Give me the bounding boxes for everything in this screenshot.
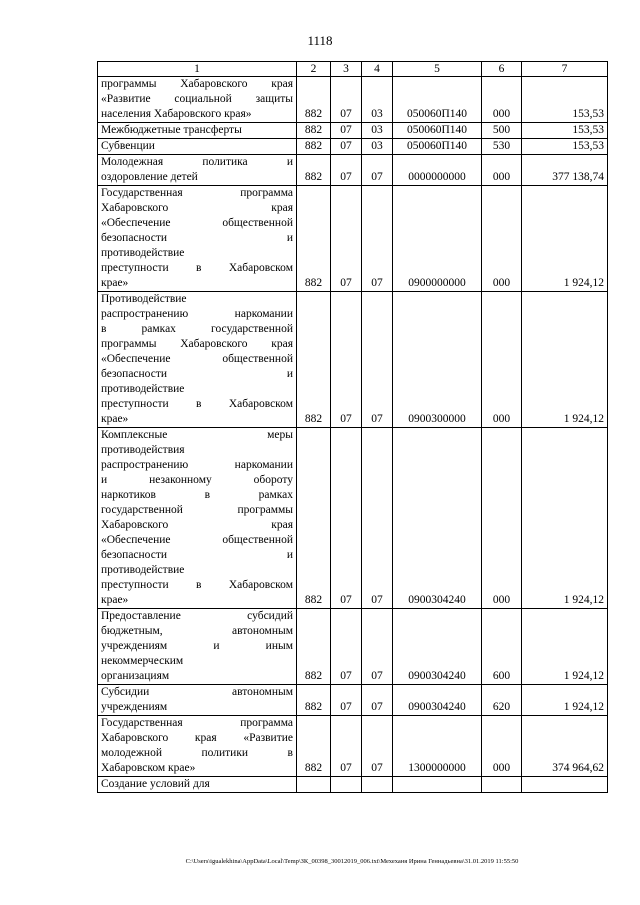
description-line: крае»	[101, 594, 129, 606]
description-line: государственной программы	[101, 504, 293, 516]
cell-target-code: 0900304240	[393, 428, 482, 609]
description-line: Государственная программа	[101, 717, 293, 729]
file-path-footer: C:\Users\igualekhina\AppData\Local\Temp\ЗК_00398_30012019_006.txt\Мехеханя Ирина Геннадьевна\31.01.2019 11:55:50	[185, 858, 519, 865]
cell-amount: 1 924,12	[522, 609, 608, 685]
table-row	[98, 777, 608, 793]
description-line: безопасности и	[101, 368, 293, 380]
description-line: организациям	[101, 670, 170, 682]
table-row	[98, 123, 608, 139]
cell-expense-type-code: 000	[482, 428, 522, 609]
header-col-6: 6	[482, 62, 522, 77]
description-line: безопасности и	[101, 232, 293, 244]
cell-target-code: 0900304240	[393, 609, 482, 685]
table-row	[98, 685, 608, 716]
cell-target-code: 0000000000	[393, 155, 482, 186]
description-line: противодействия	[101, 444, 185, 456]
cell-ministry-code: 882	[297, 139, 331, 155]
cell-subsection-code: 07	[362, 609, 393, 685]
row-description	[98, 292, 297, 428]
row-description	[98, 685, 297, 716]
table-row	[98, 155, 608, 186]
description-line: крае»	[101, 413, 129, 425]
description-line: Противодействие	[101, 293, 187, 305]
cell-target-code: 0900000000	[393, 186, 482, 292]
row-description	[98, 155, 297, 186]
table-row	[98, 139, 608, 155]
cell-amount: 153,53	[522, 139, 608, 155]
description-line: распространению наркомании	[101, 308, 293, 320]
description-line: населения Хабаровского края»	[101, 108, 252, 120]
cell-amount: 153,53	[522, 123, 608, 139]
description-line: учреждениям	[101, 701, 168, 713]
description-line: Комплексные меры	[101, 429, 293, 441]
cell-amount: 1 924,12	[522, 428, 608, 609]
table-row	[98, 716, 608, 777]
cell-ministry-code: 882	[297, 428, 331, 609]
cell-ministry-code: 882	[297, 609, 331, 685]
cell-section-code: 07	[331, 186, 362, 292]
cell-section-code: 07	[331, 292, 362, 428]
cell-expense-type-code: 500	[482, 123, 522, 139]
description-line: и незаконному обороту	[101, 474, 293, 486]
cell-amount	[522, 777, 608, 793]
description-line: в рамках государственной	[101, 323, 293, 335]
description-line: противодействие	[101, 247, 185, 259]
cell-target-code: 1300000000	[393, 716, 482, 777]
table-row	[98, 292, 608, 428]
cell-section-code: 07	[331, 139, 362, 155]
header-col-7: 7	[522, 62, 608, 77]
cell-section-code: 07	[331, 77, 362, 123]
cell-subsection-code: 07	[362, 292, 393, 428]
cell-section-code: 07	[331, 123, 362, 139]
cell-ministry-code	[297, 777, 331, 793]
description-line: противодействие	[101, 564, 185, 576]
description-line: Хабаровском крае»	[101, 762, 196, 774]
table-row	[98, 77, 608, 123]
cell-expense-type-code: 600	[482, 609, 522, 685]
cell-section-code: 07	[331, 716, 362, 777]
row-description	[98, 123, 297, 139]
description-line: Хабаровского края	[101, 202, 293, 214]
row-description	[98, 186, 297, 292]
cell-ministry-code: 882	[297, 123, 331, 139]
description-line: Создание условий для	[101, 778, 210, 790]
cell-target-code: 050060П140	[393, 139, 482, 155]
header-col-2: 2	[297, 62, 331, 77]
cell-subsection-code: 03	[362, 77, 393, 123]
cell-ministry-code: 882	[297, 186, 331, 292]
cell-expense-type-code: 000	[482, 77, 522, 123]
cell-amount: 377 138,74	[522, 155, 608, 186]
description-line: преступности в Хабаровском	[101, 262, 293, 274]
cell-ministry-code: 882	[297, 685, 331, 716]
description-line: преступности в Хабаровском	[101, 398, 293, 410]
table-row	[98, 428, 608, 609]
cell-target-code: 0900304240	[393, 685, 482, 716]
cell-amount: 1 924,12	[522, 292, 608, 428]
cell-section-code: 07	[331, 685, 362, 716]
description-line: Хабаровского края	[101, 519, 293, 531]
header-col-3: 3	[331, 62, 362, 77]
description-line: Межбюджетные трансферты	[101, 124, 242, 136]
description-line: «Обеспечение общественной	[101, 353, 293, 365]
description-line: Государственная программа	[101, 187, 293, 199]
cell-target-code: 0900300000	[393, 292, 482, 428]
description-line: учреждениям и иным	[101, 640, 293, 652]
cell-expense-type-code: 620	[482, 685, 522, 716]
description-line: оздоровление детей	[101, 171, 198, 183]
description-line: «Обеспечение общественной	[101, 534, 293, 546]
cell-ministry-code: 882	[297, 292, 331, 428]
description-line: «Обеспечение общественной	[101, 217, 293, 229]
cell-amount: 1 924,12	[522, 685, 608, 716]
cell-subsection-code: 03	[362, 123, 393, 139]
cell-target-code: 050060П140	[393, 123, 482, 139]
description-line: распространению наркомании	[101, 459, 293, 471]
description-line: Хабаровского края «Развитие	[101, 732, 293, 744]
row-description	[98, 139, 297, 155]
cell-subsection-code: 07	[362, 186, 393, 292]
cell-amount: 374 964,62	[522, 716, 608, 777]
row-description	[98, 428, 297, 609]
cell-expense-type-code: 530	[482, 139, 522, 155]
row-description	[98, 716, 297, 777]
description-line: противодействие	[101, 383, 185, 395]
header-col-1: 1	[98, 62, 297, 77]
description-line: Субсидии автономным	[101, 686, 293, 698]
cell-amount: 1 924,12	[522, 186, 608, 292]
description-line: «Развитие социальной защиты	[101, 93, 293, 105]
cell-ministry-code: 882	[297, 155, 331, 186]
cell-expense-type-code: 000	[482, 292, 522, 428]
description-line: программы Хабаровского края	[101, 78, 293, 90]
cell-section-code: 07	[331, 155, 362, 186]
cell-expense-type-code: 000	[482, 716, 522, 777]
description-line: преступности в Хабаровском	[101, 579, 293, 591]
description-line: наркотиков в рамках	[101, 489, 293, 501]
cell-subsection-code: 03	[362, 139, 393, 155]
description-line: Субвенции	[101, 140, 155, 152]
description-line: бюджетным, автономным	[101, 625, 293, 637]
description-line: Молодежная политика и	[101, 156, 293, 168]
table-row	[98, 186, 608, 292]
cell-section-code	[331, 777, 362, 793]
cell-subsection-code: 07	[362, 716, 393, 777]
cell-expense-type-code: 000	[482, 155, 522, 186]
cell-target-code	[393, 777, 482, 793]
header-row	[98, 62, 608, 77]
table-row	[98, 609, 608, 685]
cell-subsection-code: 07	[362, 155, 393, 186]
description-line: программы Хабаровского края	[101, 338, 293, 350]
description-line: крае»	[101, 277, 129, 289]
cell-expense-type-code	[482, 777, 522, 793]
cell-ministry-code: 882	[297, 77, 331, 123]
cell-expense-type-code: 000	[482, 186, 522, 292]
header-col-5: 5	[393, 62, 482, 77]
row-description	[98, 77, 297, 123]
row-description	[98, 777, 297, 793]
cell-subsection-code: 07	[362, 685, 393, 716]
header-col-4: 4	[362, 62, 393, 77]
description-line: молодежной политики в	[101, 747, 293, 759]
page-number: 1118	[307, 33, 333, 48]
description-line: некоммерческим	[101, 655, 184, 667]
row-description	[98, 609, 297, 685]
cell-subsection-code	[362, 777, 393, 793]
cell-target-code: 050060П140	[393, 77, 482, 123]
cell-amount: 153,53	[522, 77, 608, 123]
cell-subsection-code: 07	[362, 428, 393, 609]
description-line: безопасности и	[101, 549, 293, 561]
cell-section-code: 07	[331, 609, 362, 685]
cell-section-code: 07	[331, 428, 362, 609]
budget-table	[97, 61, 608, 793]
description-line: Предоставление субсидий	[101, 610, 293, 622]
cell-ministry-code: 882	[297, 716, 331, 777]
